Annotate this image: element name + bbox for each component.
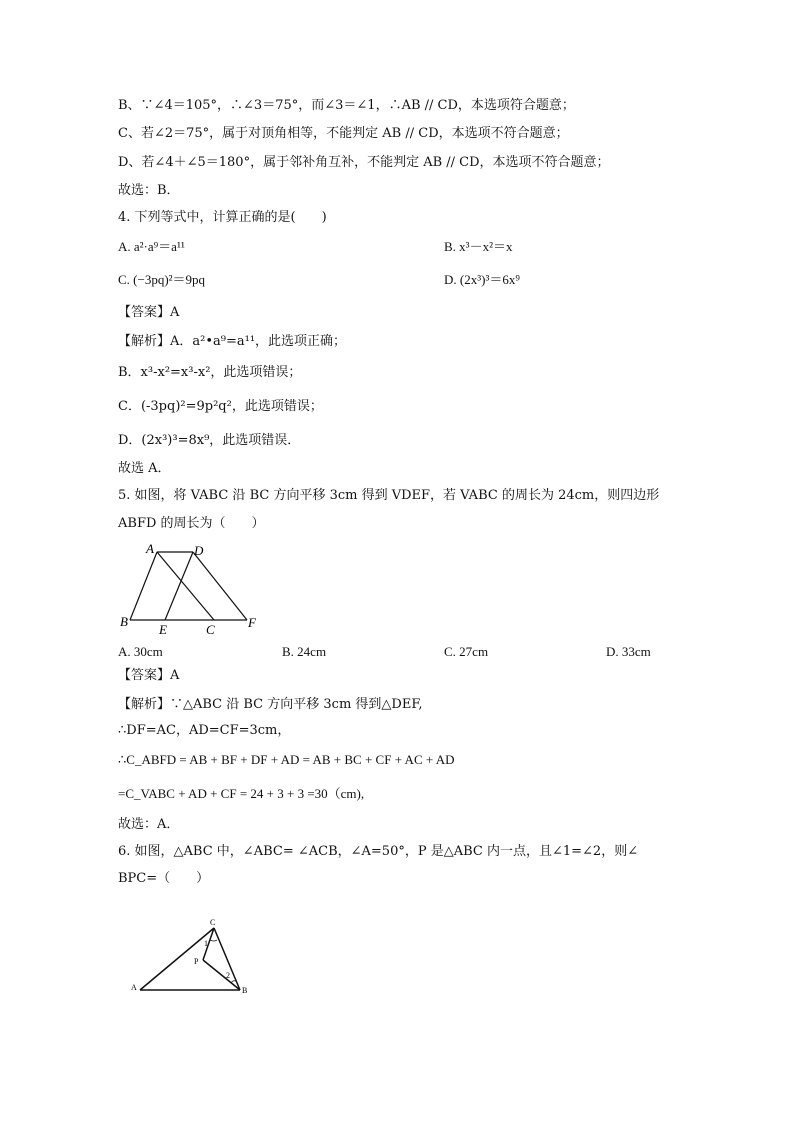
q5-explanation-2: ∴DF=AC，AD=CF=3cm，: [118, 723, 291, 738]
q5-explanation-3: ∴C_ABFD = AB + BF + DF + AD = AB + BC + CF + AC + AD: [118, 752, 455, 767]
q6-label-1: 1: [204, 939, 208, 948]
q6-label-a: A: [131, 983, 137, 992]
q5-segment: [165, 552, 193, 620]
q6-label-2: 2: [226, 971, 230, 980]
q6-stem-line2: BPC=（ ）: [118, 871, 210, 886]
q5-explanation-1: 【解析】∵△ABC 沿 BC 方向平移 3cm 得到△DEF,: [118, 697, 423, 712]
q4-option-a: A. a²·a⁹＝a¹¹: [118, 239, 185, 254]
q5-stem-line2: ABFD 的周长为（ ）: [118, 516, 265, 531]
q6-label-p: P: [194, 957, 199, 966]
q5-label-f: F: [248, 615, 256, 630]
q5-label-c: C: [206, 622, 215, 637]
q6-label-c: C: [210, 918, 216, 927]
q4-stem: 4. 下列等式中，计算正确的是( ): [118, 210, 327, 225]
q5-segment: [193, 552, 247, 620]
q5-option-b: B. 24cm: [282, 644, 327, 659]
q5-answer: 【答案】A: [118, 668, 180, 683]
q4-option-b: B. x³－x²＝x: [444, 239, 513, 254]
q4-answer: 【答案】A: [118, 305, 180, 320]
explanation-line-c: C、若∠2＝75°，属于对顶角相等，不能判定 AB // CD，本选项不符合题意；: [118, 126, 569, 141]
explanation-line-d: D、若∠4＋∠5＝180°，属于邻补角互补，不能判定 AB // CD，本选项不符合题意；: [118, 155, 610, 170]
q5-stem-line1: 5. 如图，将 VABC 沿 BC 方向平移 3cm 得到 VDEF，若 VABC 的周长为 24cm，则四边形: [118, 488, 660, 503]
q6-segment: [214, 928, 240, 990]
explanation-line-b: B、∵∠4＝105°，∴∠3＝75°，而∠3＝∠1，∴AB // CD，本选项符合题意；: [118, 98, 575, 113]
q6-stem-line1: 6. 如图，△ABC 中，∠ABC= ∠ACB，∠A=50°，P 是△ABC 内一点，且∠1=∠2，则∠: [118, 844, 639, 859]
q5-segment: [157, 552, 214, 620]
q5-label-e: E: [159, 622, 167, 637]
q4-explanation-d: D．(2x³)³=8x⁹，此选项错误．: [118, 433, 301, 448]
q5-label-d: D: [194, 543, 204, 558]
q5-explanation-4: =C_VABC + AD + CF = 24 + 3 + 3 =30（cm),: [118, 786, 365, 801]
q4-explanation-a: 【解析】A．a²•a⁹=a¹¹，此选项正确；: [118, 334, 347, 349]
q5-choose: 故选：A．: [118, 817, 180, 832]
q4-option-d: D. (2x³)³＝6x⁹: [444, 272, 520, 287]
q5-label-b: B: [120, 614, 128, 629]
q4-option-c: C. (−3pq)²＝9pq: [118, 272, 206, 287]
q5-option-d: D. 33cm: [606, 644, 651, 659]
q4-explanation-c: C．(-3pq)²=9p²q²，此选项错误；: [118, 399, 323, 414]
q4-choose: 故选 A．: [118, 461, 171, 476]
q5-option-a: A. 30cm: [118, 644, 163, 659]
q5-label-a: A: [146, 541, 154, 556]
q5-segment: [130, 552, 157, 620]
q6-label-b: B: [242, 986, 248, 995]
q5-option-c: C. 27cm: [444, 644, 489, 659]
q6-angle-mark-1: [210, 940, 217, 941]
choose-line-b: 故选：B．: [118, 183, 180, 198]
q4-explanation-b: B．x³-x²=x³-x²，此选项错误；: [118, 365, 302, 380]
